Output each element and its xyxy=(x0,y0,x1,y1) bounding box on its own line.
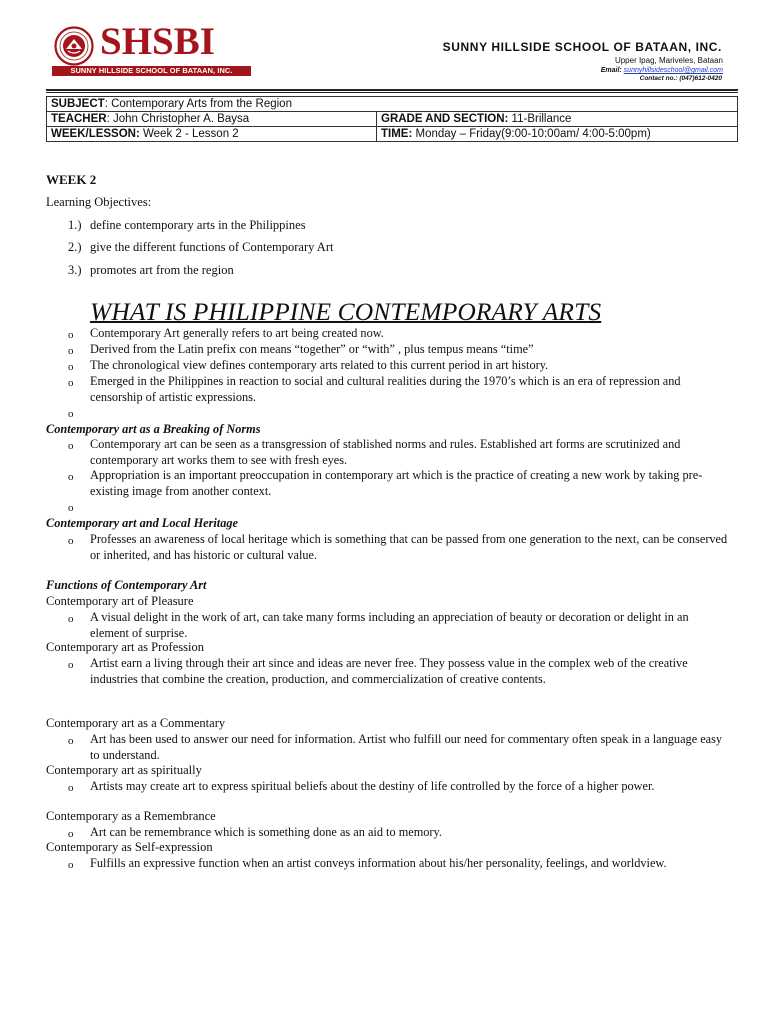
grade-cell xyxy=(377,112,738,127)
list-item: Fulfills an expressive function when an artist conveys information about his/her personality, feelings, and worldview. xyxy=(90,856,667,870)
objective-item xyxy=(68,218,306,233)
week-label: WEEK/LESSON: xyxy=(51,128,140,140)
table-row xyxy=(47,97,738,112)
learning-objectives-label: Learning Objectives: xyxy=(46,195,152,209)
subject-label: SUBJECT xyxy=(51,98,105,110)
grade-value: 11-Brillance xyxy=(508,113,572,125)
function-heading: Contemporary as a Remembrance xyxy=(46,809,216,823)
function-heading: Contemporary art of Pleasure xyxy=(46,594,194,608)
list-item: Art can be remembrance which is something done as an aid to memory. xyxy=(90,825,442,839)
list-item: Contemporary art can be seen as a transgression of stablished norms and rules. Established art forms are scrutinized and contemporary art works them to see with fresh eyes. xyxy=(90,437,681,467)
list-item: Appropriation is an important preoccupation in contemporary art which is the practice of creating a new work by taking pre-existing image from another context. xyxy=(90,468,703,498)
function-heading: Contemporary art as a Commentary xyxy=(46,716,226,730)
section-heading-breaking-norms: Contemporary art as a Breaking of Norms xyxy=(46,422,261,436)
list-item: The chronological view defines contemporary arts related to this current period in art history. xyxy=(90,358,549,372)
list-item: Artist earn a living through their art since and ideas are never free. They possess value in the complex web of the creative industries that combine the creation, production, and commercialization of creative contents. xyxy=(90,656,688,686)
bullet-marker: o xyxy=(68,440,74,452)
bullet-marker: o xyxy=(68,361,74,373)
bullet-marker: o xyxy=(68,377,74,389)
list-item: Contemporary Art generally refers to art being created now. xyxy=(90,326,384,340)
bullet-marker: o xyxy=(68,828,74,840)
class-info-table xyxy=(46,96,738,142)
bullet-marker: o xyxy=(68,535,74,547)
objective-item xyxy=(68,263,234,278)
time-cell xyxy=(377,127,738,142)
week-heading: WEEK 2 xyxy=(46,172,97,187)
school-logo xyxy=(52,20,252,76)
bullet-marker: o xyxy=(68,408,74,420)
school-contact: Contact no.: (047)612-0420 xyxy=(639,75,722,82)
table-row xyxy=(47,112,738,127)
function-heading: Contemporary as Self-expression xyxy=(46,840,213,854)
subject-value: : Contemporary Arts from the Region xyxy=(104,98,292,110)
header-divider-thin xyxy=(46,92,738,93)
school-name: SUNNY HILLSIDE SCHOOL OF BATAAN, INC. xyxy=(442,40,722,54)
bullet-marker: o xyxy=(68,345,74,357)
objective-text: promotes art from the region xyxy=(90,263,234,277)
bullet-marker: o xyxy=(68,471,74,483)
bullet-marker: o xyxy=(68,782,74,794)
objective-number: 1.) xyxy=(68,218,82,232)
function-heading: Contemporary art as spiritually xyxy=(46,763,202,777)
teacher-value: : John Christopher A. Baysa xyxy=(106,113,250,125)
bullet-marker: o xyxy=(68,502,74,514)
bullet-marker: o xyxy=(68,859,74,871)
function-heading: Contemporary art as Profession xyxy=(46,640,204,654)
time-value: Monday – Friday(9:00-10:00am/ 4:00-5:00pm) xyxy=(412,128,651,140)
header-divider xyxy=(46,89,738,91)
email-link[interactable]: sunnyhillsideschool@gmail.com xyxy=(623,67,723,74)
section-heading-local-heritage: Contemporary art and Local Heritage xyxy=(46,516,238,530)
objective-item xyxy=(68,240,333,255)
objective-number: 2.) xyxy=(68,240,82,254)
subject-cell xyxy=(47,97,738,112)
objective-number: 3.) xyxy=(68,263,82,277)
week-cell xyxy=(47,127,377,142)
school-email-line xyxy=(601,67,723,74)
objective-text: define contemporary arts in the Philippines xyxy=(90,218,306,232)
list-item: Professes an awareness of local heritage which is something that can be passed from one generation to the next, can be conserved or inherited, and has historic or cultural value. xyxy=(90,532,728,562)
section-heading-functions: Functions of Contemporary Art xyxy=(46,578,207,592)
logo-subtitle: SUNNY HILLSIDE SCHOOL OF BATAAN, INC. xyxy=(52,66,251,76)
time-label: TIME: xyxy=(381,128,413,140)
objective-text: give the different functions of Contemporary Art xyxy=(90,240,334,254)
week-value: Week 2 - Lesson 2 xyxy=(139,128,239,140)
teacher-cell xyxy=(47,112,377,127)
email-label: Email: xyxy=(600,67,624,74)
teacher-label: TEACHER xyxy=(51,113,107,125)
list-item: A visual delight in the work of art, can take many forms including an appreciation of beauty or decoration or delight in an element of surprise. xyxy=(90,610,689,640)
list-item: Artists may create art to express spiritual beliefs about the destiny of life controlled by the force of a higher power. xyxy=(90,779,655,793)
page-title: WHAT IS PHILIPPINE CONTEMPORARY ARTS xyxy=(90,297,602,326)
school-address: Upper Ipag, Mariveles, Bataan xyxy=(614,56,723,65)
school-seal-icon xyxy=(52,26,102,66)
list-item: Emerged in the Philippines in reaction to social and cultural realities during the 1970’s which is an era of repression and censorship of artistic expressions. xyxy=(90,374,681,404)
bullet-marker: o xyxy=(68,659,74,671)
logo-wordmark: SHSBI xyxy=(100,20,215,63)
table-row xyxy=(47,127,738,142)
list-item: Derived from the Latin prefix con means “together” or “with” , plus tempus means “time” xyxy=(90,342,534,356)
bullet-marker: o xyxy=(68,329,74,341)
list-item: Art has been used to answer our need for information. Artist who fulfill our need for commentary often speak in a language easy to understand. xyxy=(90,732,723,762)
bullet-marker: o xyxy=(68,613,74,625)
bullet-marker: o xyxy=(68,735,74,747)
grade-label: GRADE AND SECTION: xyxy=(381,113,509,125)
